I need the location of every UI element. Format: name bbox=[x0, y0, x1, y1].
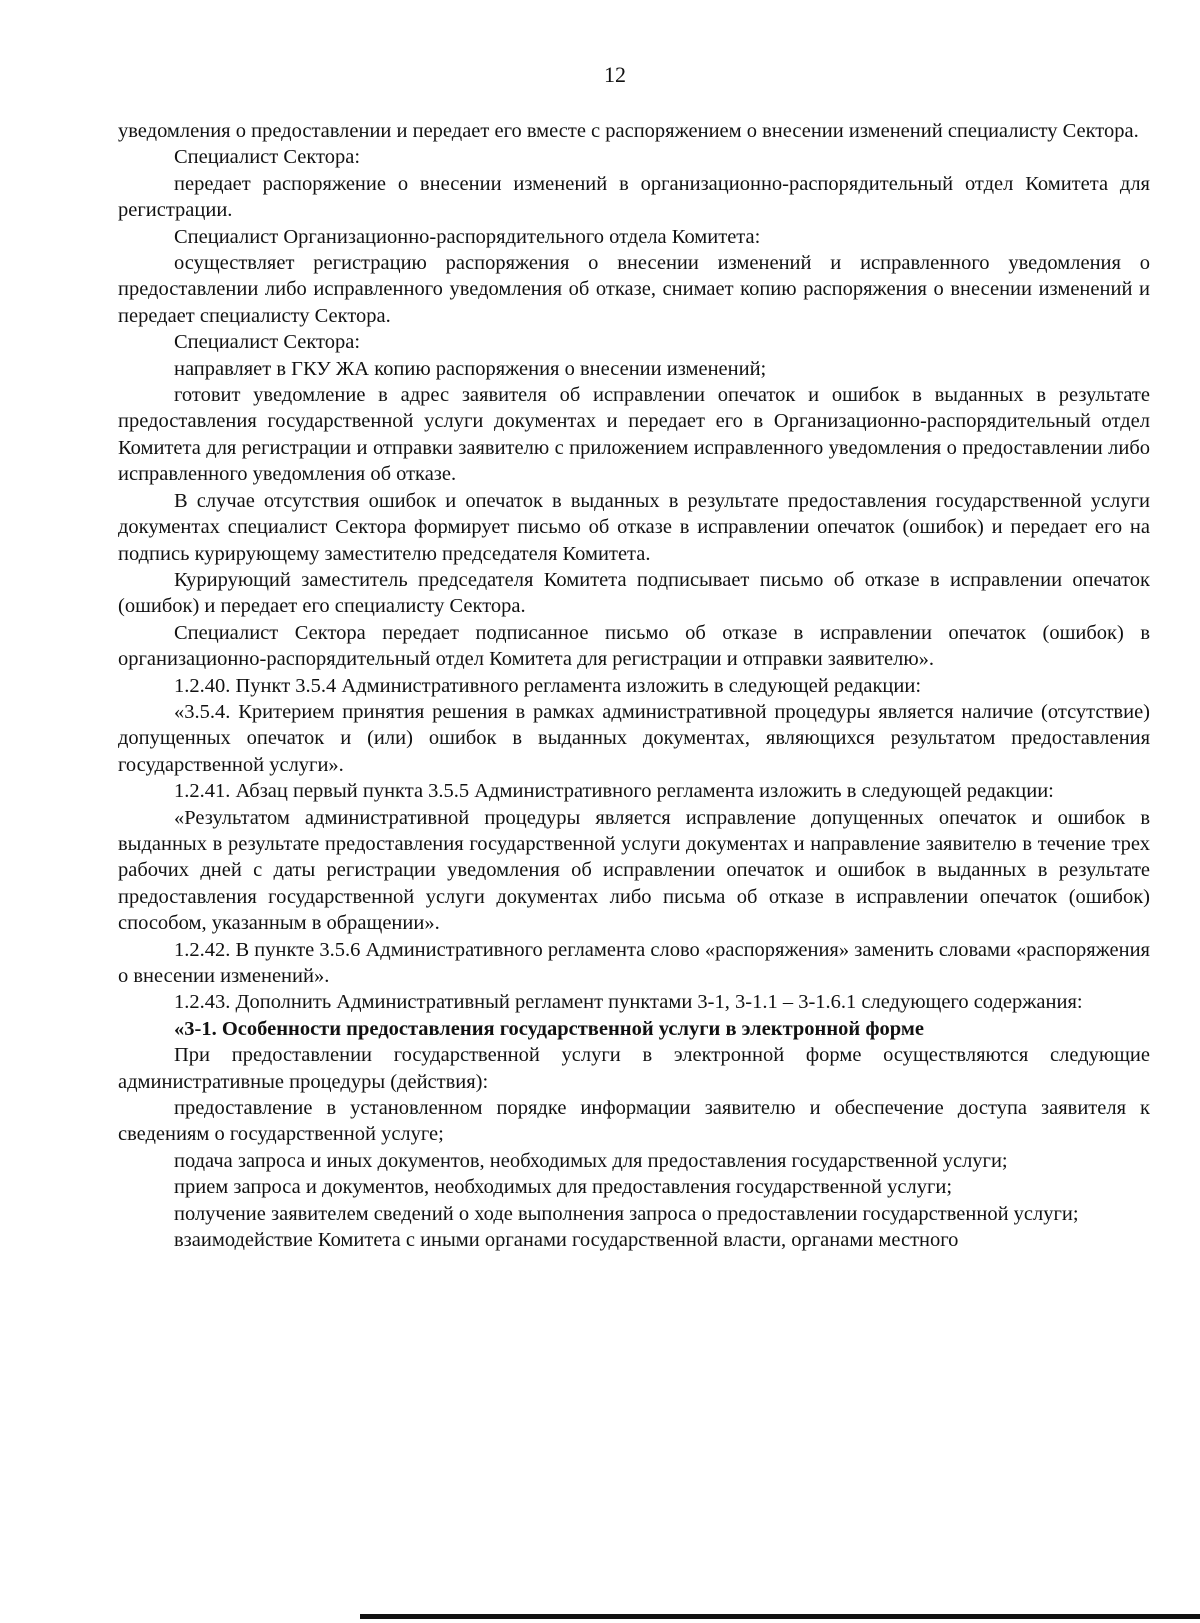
document-body bbox=[118, 118, 1150, 1253]
paragraph: Специалист Сектора: bbox=[174, 146, 361, 169]
paragraph: 1.2.40. Пункт 3.5.4 Административного регламента изложить в следующей редакции: bbox=[174, 674, 922, 697]
bottom-rule bbox=[360, 1614, 1200, 1619]
paragraph: взаимодействие Комитета с иными органами государственной власти, органами местного bbox=[174, 1229, 959, 1252]
paragraph: Курирующий заместитель председателя Комитета подписывает письмо об отказе в исправлении опечаток (ошибок) и передает его специалисту Сектора. bbox=[118, 568, 1150, 618]
paragraph: 1.2.42. В пункте 3.5.6 Административного регламента слово «распоряжения» заменить словами «распоряжения о внесении изменений». bbox=[118, 938, 1150, 987]
page-number: 12 bbox=[604, 62, 626, 87]
section-heading: «3-1. Особенности предоставления государственной услуги в электронной форме bbox=[174, 1017, 924, 1040]
paragraph: подача запроса и иных документов, необходимых для предоставления государственной услуги; bbox=[174, 1149, 1008, 1172]
paragraph: «3.5.4. Критерием принятия решения в рамках административной процедуры является наличие (отсутствие) допущенных опечаток и (или) ошибок в выданных документах, являющихся результатом предоставления государственной услуги». bbox=[118, 700, 1150, 776]
paragraph: «Результатом административной процедуры является исправление допущенных опечаток и ошибок в выданных в результате предоставления государственной услуги документах и направление заявителю в течение трех рабочих дней с даты регистрации уведомления об исправлении опечаток и ошибок в выданных в результате предоставления государственной услуги документах либо письма об отказе в исправлении опечаток (ошибок) способом, указанным в обращении». bbox=[118, 806, 1150, 935]
paragraph: Специалист Организационно-распорядительного отдела Комитета: bbox=[174, 225, 761, 248]
paragraph: получение заявителем сведений о ходе выполнения запроса о предоставлении государственной услуги; bbox=[174, 1202, 1079, 1225]
paragraph: прием запроса и документов, необходимых для предоставления государственной услуги; bbox=[174, 1176, 953, 1199]
paragraph: уведомления о предоставлении и передает его вместе с распоряжением о внесении изменений специалисту Сектора. bbox=[118, 120, 1139, 142]
paragraph: Специалист Сектора: bbox=[174, 331, 361, 354]
paragraph: предоставление в установленном порядке информации заявителю и обеспечение доступа заявителя к сведениям о государственной услуге; bbox=[118, 1097, 1150, 1146]
paragraph: направляет в ГКУ ЖА копию распоряжения о внесении изменений; bbox=[174, 357, 767, 380]
paragraph: 1.2.41. Абзац первый пункта 3.5.5 Административного регламента изложить в следующей редакции: bbox=[174, 780, 1054, 803]
paragraph: В случае отсутствия ошибок и опечаток в выданных в результате предоставления государственной услуги документах специалист Сектора формирует письмо об отказе в исправлении опечаток (ошибок) и передает его на подпись курирующему заместителю председателя Комитета. bbox=[118, 489, 1150, 565]
paragraph: осуществляет регистрацию распоряжения о внесении изменений и исправленного уведомления о предоставлении либо исправленного уведомления об отказе, снимает копию распоряжения о внесении изменений и передает специалисту Сектора. bbox=[118, 252, 1150, 327]
paragraph: Специалист Сектора передает подписанное письмо об отказе в исправлении опечаток (ошибок) в организационно-распорядительный отдел Комитета для регистрации и отправки заявителю». bbox=[118, 621, 1150, 671]
paragraph: 1.2.43. Дополнить Административный регламент пунктами 3-1, 3-1.1 – 3-1.6.1 следующего содержания: bbox=[174, 991, 1083, 1014]
paragraph: готовит уведомление в адрес заявителя об исправлении опечаток и ошибок в выданных в результате предоставления государственной услуги документах и передает его в Организационно-распорядительный отдел Комитета для регистрации и отправки заявителю с приложением исправленного уведомления о предоставлении либо исправленного уведомления об отказе. bbox=[118, 384, 1150, 486]
paragraph: При предоставлении государственной услуги в электронной форме осуществляются следующие административные процедуры (действия): bbox=[118, 1044, 1150, 1093]
paragraph: передает распоряжение о внесении изменений в организационно-распорядительный отдел Комитета для регистрации. bbox=[118, 172, 1150, 222]
